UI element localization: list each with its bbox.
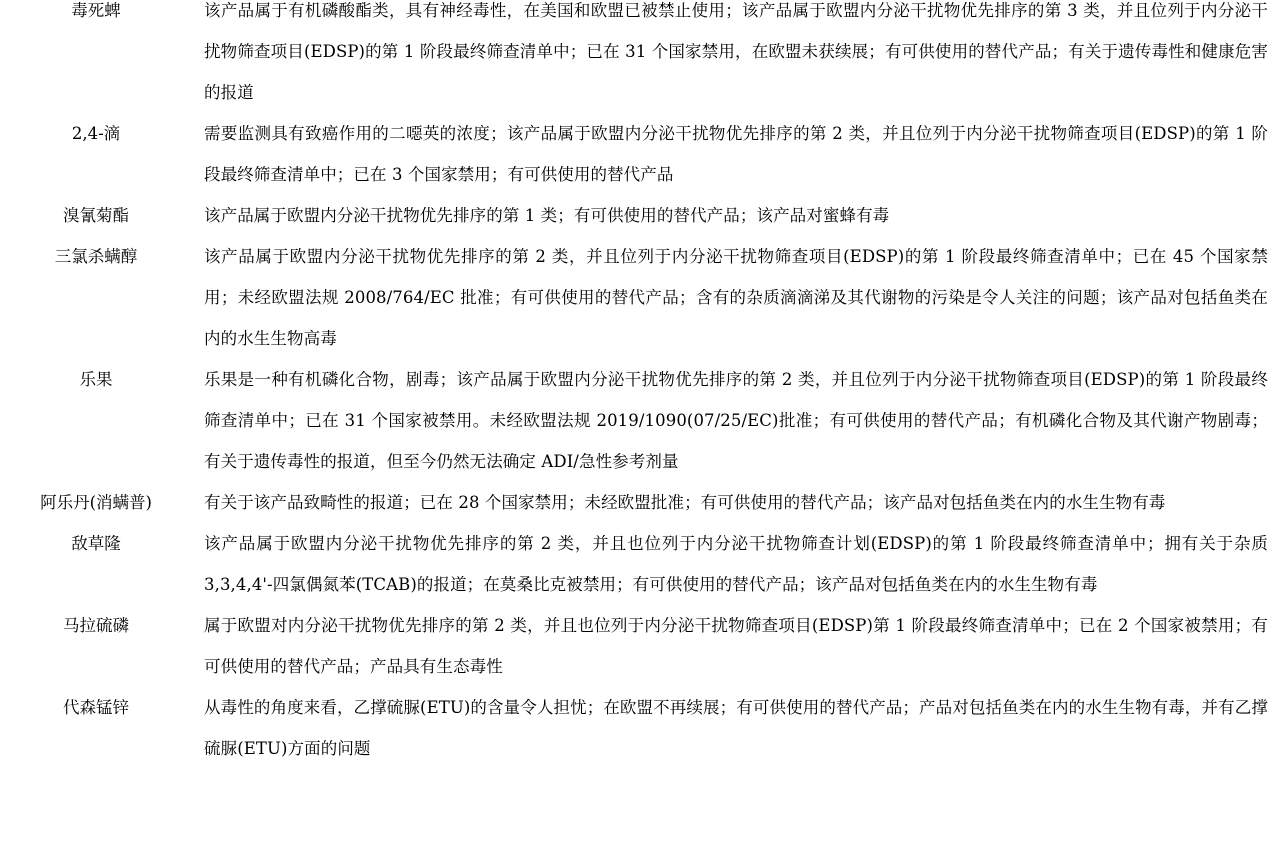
pesticide-name: 溴氰菊酯 xyxy=(63,206,129,225)
table-row xyxy=(0,195,1277,236)
pesticide-name: 敌草隆 xyxy=(71,534,121,553)
pesticide-description: 该产品属于有机磷酸酯类，具有神经毒性，在美国和欧盟已被禁止使用；该产品属于欧盟内分泌干扰物优先排序的第 3 类，并且位列于内分泌干扰物筛查项目(EDSP)的第 1 阶段最终筛查清单中；已在 31 个国家禁用，在欧盟未获续展；有可供使用的替代产品；有关于遗传毒性和健康危害的报道 xyxy=(204,1,1268,102)
pesticide-description: 该产品属于欧盟内分泌干扰物优先排序的第 2 类，并且位列于内分泌干扰物筛查项目(EDSP)的第 1 阶段最终筛查清单中；已在 45 个国家禁用；未经欧盟法规 2008/764/EC 批准；有可供使用的替代产品；含有的杂质滴滴涕及其代谢物的污染是令人关注的问题；该产品对包括鱼类在内的水生生物高毒 xyxy=(204,247,1268,348)
pesticide-description: 该产品属于欧盟内分泌干扰物优先排序的第 2 类，并且也位列于内分泌干扰物筛查计划(EDSP)的第 1 阶段最终筛查清单中；拥有关于杂质 3,3,4,4'-四氯偶氮苯(TCAB)的报道；在莫桑比克被禁用；有可供使用的替代产品；该产品对包括鱼类在内的水生生物有毒 xyxy=(204,534,1268,594)
pesticide-name: 乐果 xyxy=(79,370,113,389)
table-row xyxy=(0,359,1277,482)
table-row xyxy=(0,482,1277,523)
table-row xyxy=(0,0,1277,113)
table-row xyxy=(0,523,1277,605)
pesticide-name: 2,4-滴 xyxy=(71,124,121,143)
pesticide-name: 代森锰锌 xyxy=(63,698,129,717)
table-row xyxy=(0,113,1277,195)
pesticide-name: 马拉硫磷 xyxy=(63,616,129,635)
table-row xyxy=(0,605,1277,687)
pesticide-description: 有关于该产品致畸性的报道；已在 28 个国家禁用；未经欧盟批准；有可供使用的替代产品；该产品对包括鱼类在内的水生生物有毒 xyxy=(204,493,1166,512)
pesticide-name: 三氯杀螨醇 xyxy=(54,247,138,266)
pesticide-description: 从毒性的角度来看，乙撑硫脲(ETU)的含量令人担忧；在欧盟不再续展；有可供使用的替代产品；产品对包括鱼类在内的水生生物有毒，并有乙撑硫脲(ETU)方面的问题 xyxy=(204,698,1268,758)
pesticide-name: 阿乐丹(消螨普) xyxy=(40,493,152,512)
pesticide-description: 该产品属于欧盟内分泌干扰物优先排序的第 1 类；有可供使用的替代产品；该产品对蜜蜂有毒 xyxy=(204,206,890,225)
pesticide-description: 需要监测具有致癌作用的二噁英的浓度；该产品属于欧盟内分泌干扰物优先排序的第 2 类，并且位列于内分泌干扰物筛查项目(EDSP)的第 1 阶段最终筛查清单中；已在 3 个国家禁用；有可供使用的替代产品 xyxy=(204,124,1268,184)
table-row xyxy=(0,236,1277,359)
pesticide-description: 属于欧盟对内分泌干扰物优先排序的第 2 类，并且也位列于内分泌干扰物筛查项目(EDSP)第 1 阶段最终筛查清单中；已在 2 个国家被禁用；有可供使用的替代产品；产品具有生态毒性 xyxy=(204,616,1268,676)
pesticide-description: 乐果是一种有机磷化合物，剧毒；该产品属于欧盟内分泌干扰物优先排序的第 2 类，并且位列于内分泌干扰物筛查项目(EDSP)的第 1 阶段最终筛查清单中；已在 31 个国家被禁用。未经欧盟法规 2019/1090(07/25/EC)批准；有可供使用的替代产品；有机磷化合物及其代谢产物剧毒；有关于遗传毒性的报道，但至今仍然无法确定 ADI/急性参考剂量 xyxy=(204,370,1268,471)
pesticide-name: 毒死蜱 xyxy=(71,1,121,20)
table-row xyxy=(0,687,1277,769)
